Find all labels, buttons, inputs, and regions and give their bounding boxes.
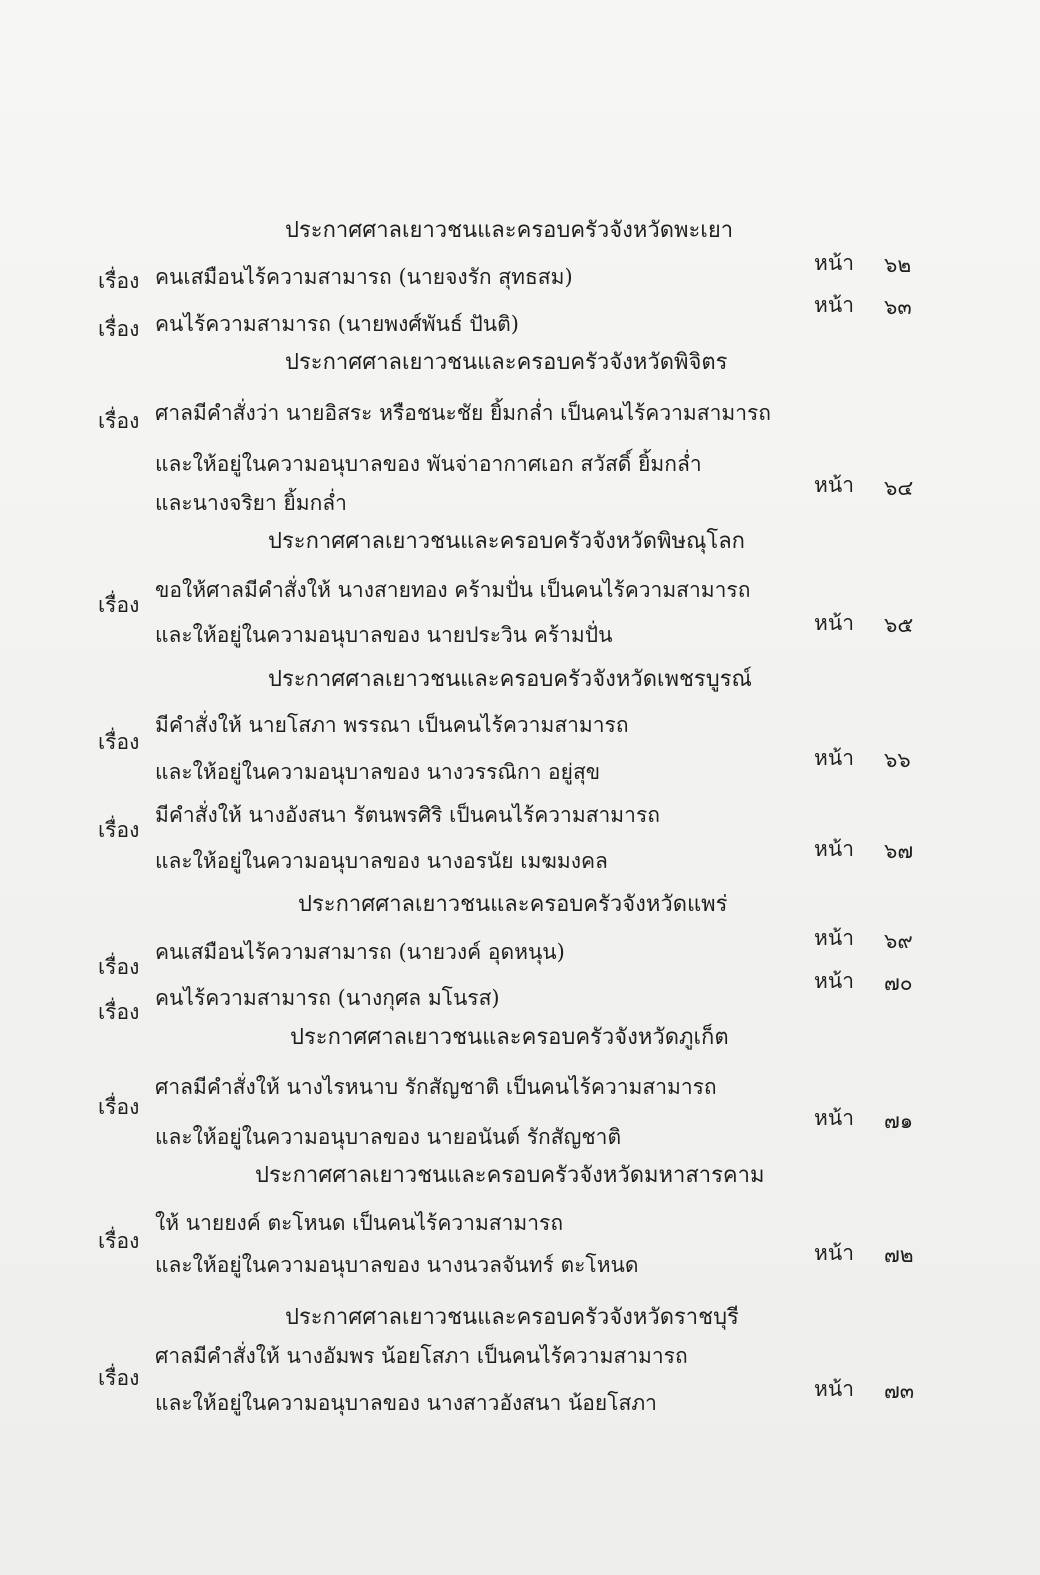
entry-text: ให้ นายยงค์ ตะโหนด เป็นคนไร้ความสามารถ <box>155 1211 564 1235</box>
section-heading: ประกาศศาลเยาวชนและครอบครัวจังหวัดพะเยา <box>285 218 734 243</box>
page-word: หน้า <box>814 1377 854 1401</box>
page-number: ๖๖ <box>884 748 911 772</box>
page-number: ๗๒ <box>884 1243 914 1267</box>
page-number: ๖๙ <box>884 929 913 953</box>
page-word: หน้า <box>814 251 854 275</box>
section-heading: ประกาศศาลเยาวชนและครอบครัวจังหวัดเพชรบูรณ์ <box>268 667 752 692</box>
entry-label: เรื่อง <box>98 730 140 754</box>
section-heading: ประกาศศาลเยาวชนและครอบครัวจังหวัดแพร่ <box>298 892 728 917</box>
page-word: หน้า <box>814 1106 854 1130</box>
entry-label: เรื่อง <box>98 818 140 842</box>
section-heading: ประกาศศาลเยาวชนและครอบครัวจังหวัดมหาสารคาม <box>255 1163 765 1188</box>
entry-text: คนเสมือนไร้ความสามารถ (นายวงค์ อุดหนุน) <box>155 940 565 964</box>
section-heading: ประกาศศาลเยาวชนและครอบครัวจังหวัดภูเก็ต <box>290 1025 729 1050</box>
page-word: หน้า <box>814 926 854 950</box>
page-word: หน้า <box>814 1241 854 1265</box>
entry-text: มีคำสั่งให้ นายโสภา พรรณา เป็นคนไร้ความสามารถ <box>155 713 629 737</box>
page-word: หน้า <box>814 837 854 861</box>
page-number: ๗๑ <box>884 1109 914 1133</box>
page-number: ๗๓ <box>884 1379 915 1403</box>
entry-label: เรื่อง <box>98 1000 140 1024</box>
entry-text: และให้อยู่ในความอนุบาลของ นางนวลจันทร์ ตะโหนด <box>155 1253 639 1277</box>
entry-text: และให้อยู่ในความอนุบาลของ นางอรนัย เมฆมงคล <box>155 849 608 873</box>
page-number: ๗๐ <box>884 971 913 995</box>
page-number: ๖๕ <box>884 613 914 637</box>
page-word: หน้า <box>814 969 854 993</box>
page-word: หน้า <box>814 293 854 317</box>
entry-text: ศาลมีคำสั่งว่า นายอิสระ หรือชนะชัย ยิ้มกล่ำ เป็นคนไร้ความสามารถ <box>155 401 771 425</box>
section-heading: ประกาศศาลเยาวชนและครอบครัวจังหวัดพิษณุโลก <box>268 529 746 554</box>
entry-text: และนางจริยา ยิ้มกล่ำ <box>155 491 347 515</box>
entry-text: คนเสมือนไร้ความสามารถ (นายจงรัก สุทธสม) <box>155 265 573 289</box>
entry-label: เรื่อง <box>98 593 140 617</box>
entry-text: และให้อยู่ในความอนุบาลของ นางวรรณิกา อยู่สุข <box>155 760 601 784</box>
page-number: ๖๓ <box>884 295 912 319</box>
page-word: หน้า <box>814 611 854 635</box>
entry-label: เรื่อง <box>98 269 140 293</box>
entry-text: และให้อยู่ในความอนุบาลของ นายประวิน คร้ามปั่น <box>155 623 613 647</box>
entry-label: เรื่อง <box>98 317 140 341</box>
page-word: หน้า <box>814 473 854 497</box>
entry-text: และให้อยู่ในความอนุบาลของ นางสาวอังสนา น้อยโสภา <box>155 1391 657 1415</box>
entry-text: และให้อยู่ในความอนุบาลของ นายอนันต์ รักสัญชาติ <box>155 1125 622 1149</box>
entry-text: และให้อยู่ในความอนุบาลของ พันจ่าอากาศเอก สวัสดิ์ ยิ้มกล่ำ <box>155 452 702 476</box>
entry-text: คนไร้ความสามารถ (นางกุศล มโนรส) <box>155 986 500 1010</box>
entry-label: เรื่อง <box>98 1366 140 1390</box>
page-word: หน้า <box>814 746 854 770</box>
entry-text: ศาลมีคำสั่งให้ นางอัมพร น้อยโสภา เป็นคนไร้ความสามารถ <box>155 1344 688 1368</box>
entry-label: เรื่อง <box>98 1229 140 1253</box>
page-number: ๖๗ <box>884 839 914 863</box>
entry-text: ศาลมีคำสั่งให้ นางไรหนาบ รักสัญชาติ เป็นคนไร้ความสามารถ <box>155 1075 717 1099</box>
entry-label: เรื่อง <box>98 955 140 979</box>
section-heading: ประกาศศาลเยาวชนและครอบครัวจังหวัดราชบุรี <box>285 1305 739 1330</box>
entry-text: ขอให้ศาลมีคำสั่งให้ นางสายทอง คร้ามปั่น เป็นคนไร้ความสามารถ <box>155 578 751 602</box>
entry-text: มีคำสั่งให้ นางอังสนา รัตนพรศิริ เป็นคนไร้ความสามารถ <box>155 803 660 827</box>
page-number: ๖๒ <box>884 253 912 277</box>
section-heading: ประกาศศาลเยาวชนและครอบครัวจังหวัดพิจิตร <box>285 350 728 375</box>
entry-label: เรื่อง <box>98 1095 140 1119</box>
page-number: ๖๔ <box>884 476 914 500</box>
entry-label: เรื่อง <box>98 409 140 433</box>
entry-text: คนไร้ความสามารถ (นายพงศ์พันธ์ ปันติ) <box>155 312 519 336</box>
